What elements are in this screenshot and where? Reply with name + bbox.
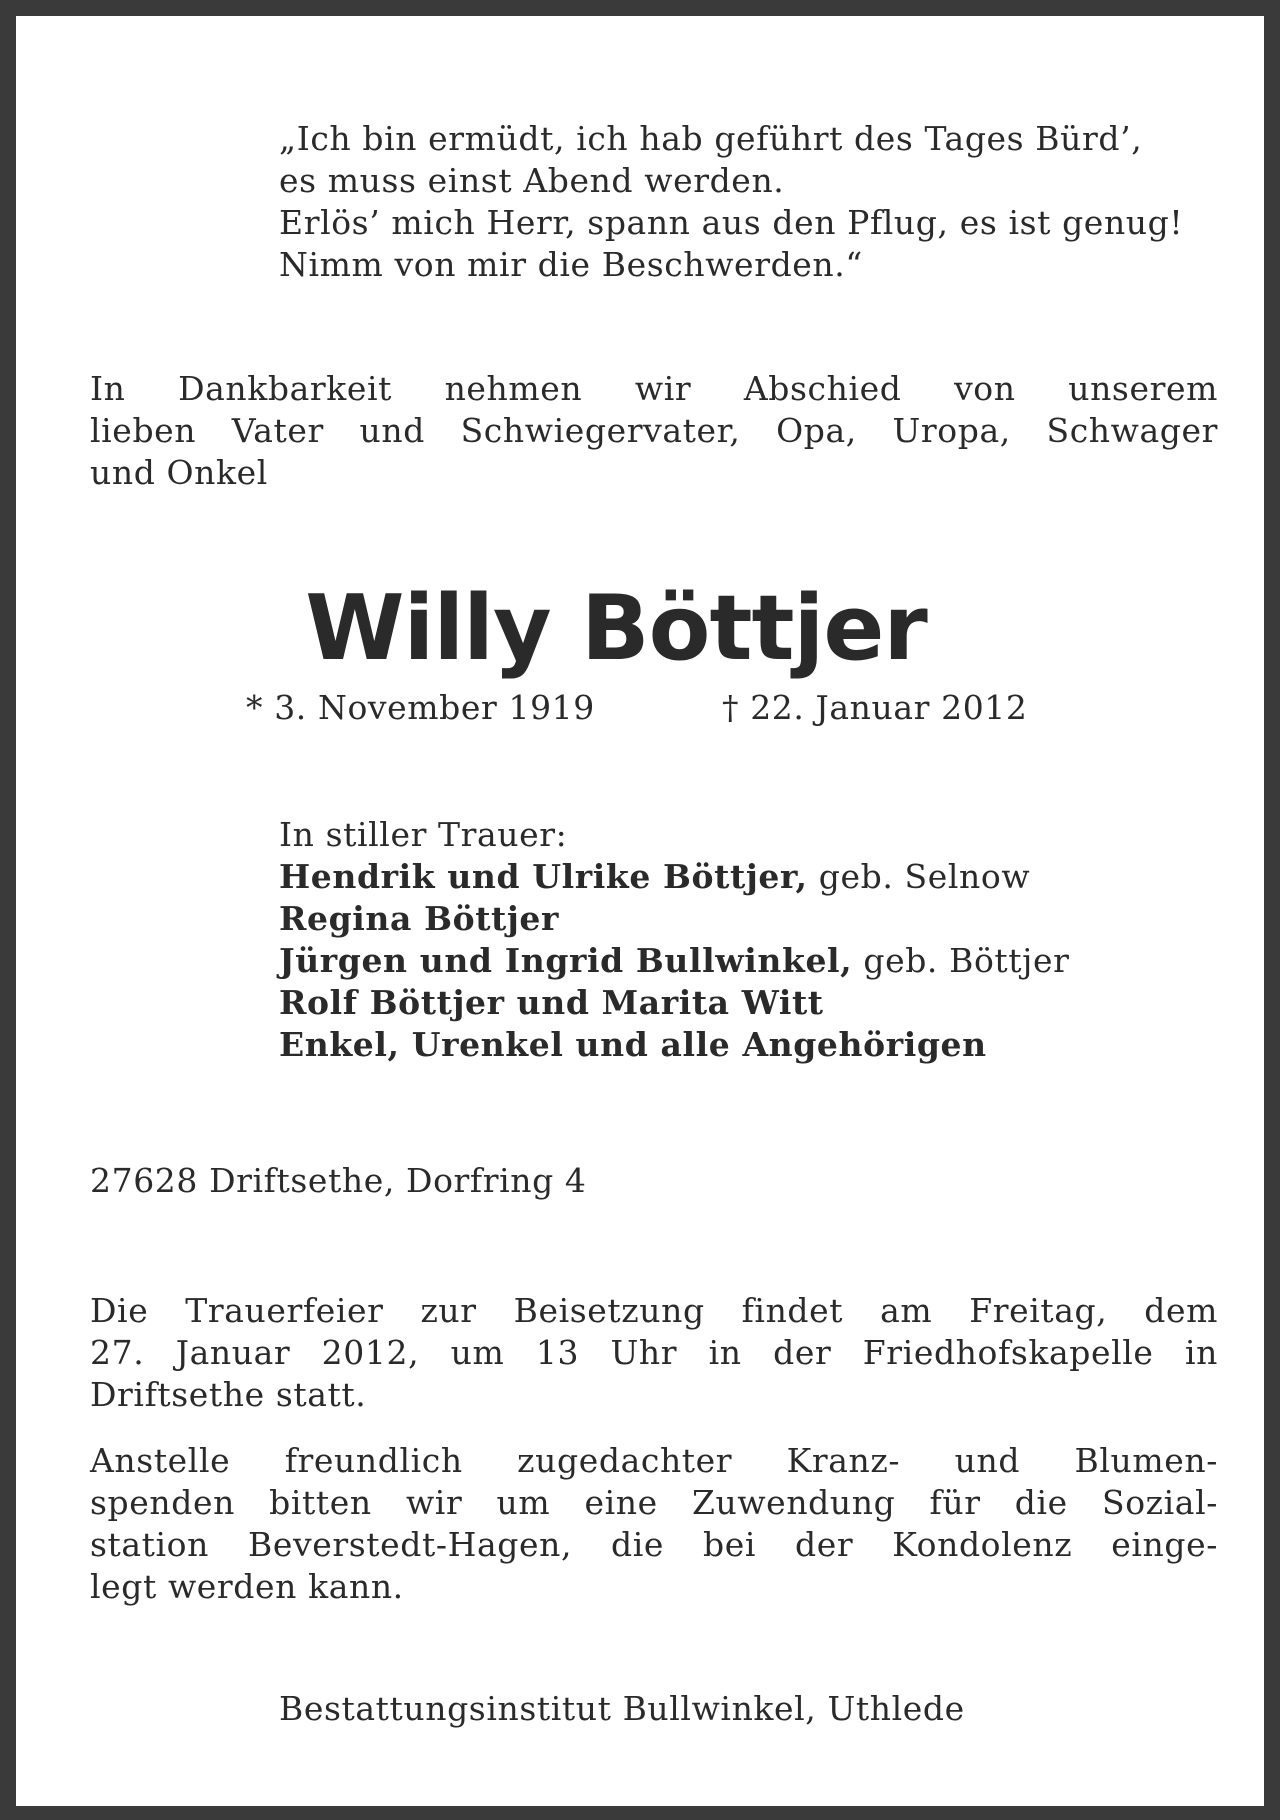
- donation-line: Anstelle freundlich zugedachter Kranz- und Blumen-: [90, 1441, 1218, 1480]
- intro-paragraph: [90, 368, 1218, 494]
- mourner-suffix: geb. Böttjer: [852, 941, 1070, 980]
- mourner-suffix: geb. Selnow: [807, 857, 1031, 896]
- deceased-name: Willy Böttjer: [305, 576, 927, 681]
- death-date: † 22. Januar 2012: [722, 688, 1028, 727]
- address: 27628 Driftsethe, Dorfring 4: [90, 1161, 587, 1200]
- poem-line: Erlös’ mich Herr, spann aus den Pflug, es ist genug!: [279, 203, 1184, 242]
- mourner-row: [279, 856, 1070, 898]
- donation-paragraph: [90, 1440, 1218, 1608]
- ceremony-line: Die Trauerfeier zur Beisetzung findet am Freitag, dem: [90, 1291, 1218, 1330]
- mourner-name: Regina Böttjer: [279, 899, 560, 938]
- poem-line: es muss einst Abend werden.: [279, 161, 785, 200]
- mourner-name: Hendrik und Ulrike Böttjer,: [279, 857, 808, 896]
- donation-line: station Beverstedt-Hagen, die bei der Kondolenz einge-: [90, 1525, 1218, 1564]
- birth-date: * 3. November 1919: [246, 688, 595, 727]
- mourners-heading: In stiller Trauer:: [279, 815, 568, 854]
- donation-line: legt werden kann.: [90, 1567, 404, 1606]
- intro-line: lieben Vater und Schwiegervater, Opa, Uropa, Schwager: [90, 411, 1218, 450]
- ceremony-paragraph: [90, 1290, 1218, 1416]
- undertaker: Bestattungsinstitut Bullwinkel, Uthlede: [279, 1689, 965, 1728]
- mourner-row: [279, 1024, 1070, 1066]
- mourner-name: Rolf Böttjer und Marita Witt: [279, 983, 824, 1022]
- intro-line: In Dankbarkeit nehmen wir Abschied von unserem: [90, 369, 1218, 408]
- mourners-list: [279, 814, 1070, 1066]
- mourner-row: [279, 982, 1070, 1024]
- mourner-row: [279, 898, 1070, 940]
- donation-line: spenden bitten wir um eine Zuwendung für die Sozial-: [90, 1483, 1218, 1522]
- mourner-row: [279, 940, 1070, 982]
- poem-line: Nimm von mir die Beschwerden.“: [279, 245, 863, 284]
- intro-line: und Onkel: [90, 453, 268, 492]
- ceremony-line: 27. Januar 2012, um 13 Uhr in der Friedhofskapelle in: [90, 1333, 1218, 1372]
- poem-quote: [279, 118, 1229, 286]
- mourner-name: Enkel, Urenkel und alle Angehörigen: [279, 1025, 987, 1064]
- ceremony-line: Driftsethe statt.: [90, 1375, 367, 1414]
- poem-line: „Ich bin ermüdt, ich hab geführt des Tages Bürd’,: [279, 119, 1143, 158]
- mourner-name: Jürgen und Ingrid Bullwinkel,: [279, 941, 853, 980]
